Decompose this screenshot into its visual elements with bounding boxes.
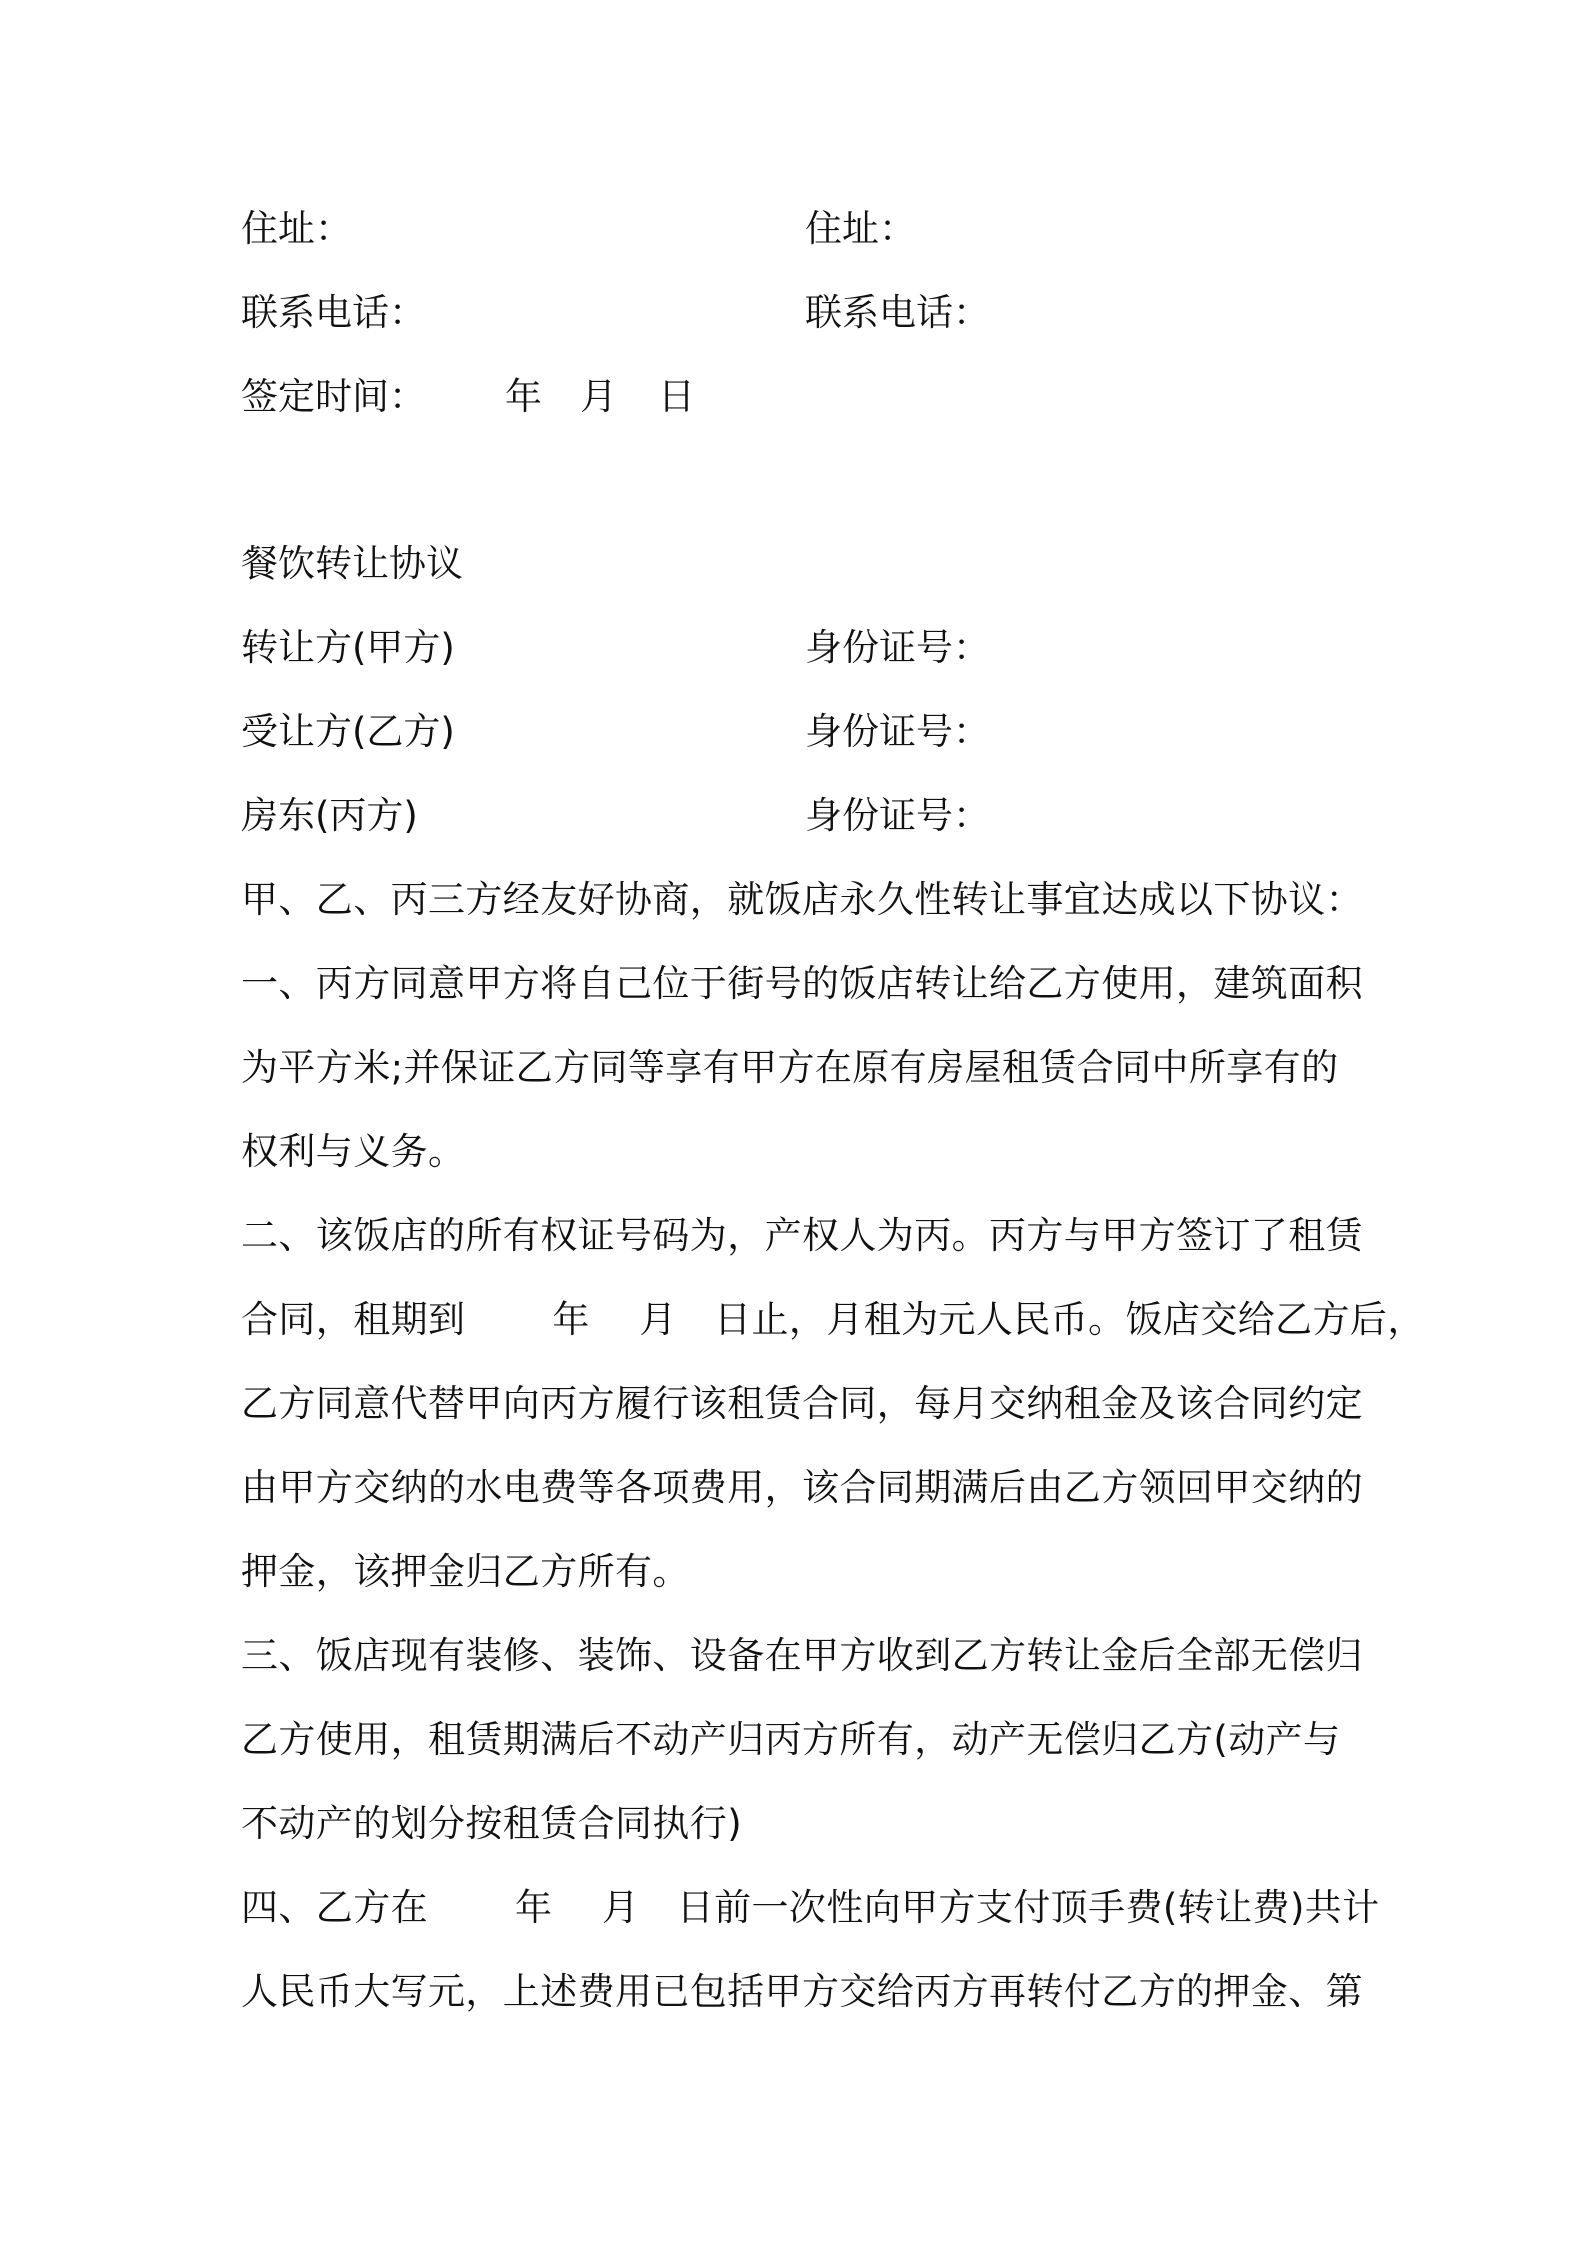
clause2-line: 合同，租期到 年 月 日止，月租为元人民币。饭店交给乙方后， (241, 1298, 1425, 1341)
clause3-line: 不动产的划分按租赁合同执行) (241, 1802, 743, 1845)
address-left-label: 住址： (241, 207, 352, 250)
clause1-line: 为平方米;并保证乙方同等享有甲方在原有房屋租赁合同中所享有的 (241, 1046, 1339, 1089)
clause4-line: 四、乙方在 年 月 日前一次性向甲方支付顶手费(转让费)共计 (241, 1886, 1380, 1929)
clause3-line: 乙方使用，租赁期满后不动产归丙方所有，动产无偿归乙方(动产与 (241, 1718, 1341, 1761)
intro-line: 甲、乙、丙三方经友好协商，就饭店永久性转让事宜达成以下协议： (241, 878, 1363, 921)
clause1-line: 权利与义务。 (241, 1130, 466, 1173)
party-transferee-id-label: 身份证号： (805, 710, 990, 753)
clause2-line: 押金，该押金归乙方所有。 (241, 1550, 690, 1593)
clause3-line: 三、饭店现有装修、装饰、设备在甲方收到乙方转让金后全部无偿归 (241, 1634, 1363, 1677)
agreement-title: 餐饮转让协议 (241, 542, 463, 585)
sign-date-label: 签定时间： (241, 375, 426, 418)
sign-day-label: 日 (658, 375, 695, 418)
agreement-body (241, 858, 1425, 2034)
clause2-line: 二、该饭店的所有权证号码为，产权人为丙。丙方与甲方签订了租赁 (241, 1214, 1363, 1257)
party-transferor-label: 转让方(甲方) (241, 626, 455, 669)
sign-year-label: 年 (505, 375, 542, 418)
phone-left-label: 联系电话： (241, 291, 426, 334)
party-transferee-label: 受让方(乙方) (241, 710, 455, 753)
party-landlord-label: 房东(丙方) (241, 794, 418, 837)
phone-right-label: 联系电话： (805, 291, 990, 334)
party-transferor-id-label: 身份证号： (805, 626, 990, 669)
clause1-line: 一、丙方同意甲方将自己位于街号的饭店转让给乙方使用，建筑面积 (241, 962, 1363, 1005)
clause2-line: 乙方同意代替甲向丙方履行该租赁合同，每月交纳租金及该合同约定 (241, 1382, 1363, 1425)
address-right-label: 住址： (805, 207, 916, 250)
sign-month-label: 月 (580, 375, 617, 418)
clause4-line: 人民币大写元，上述费用已包括甲方交给丙方再转付乙方的押金、第 (241, 1970, 1363, 2013)
party-landlord-id-label: 身份证号： (805, 794, 990, 837)
clause2-line: 由甲方交纳的水电费等各项费用，该合同期满后由乙方领回甲交纳的 (241, 1466, 1363, 1509)
